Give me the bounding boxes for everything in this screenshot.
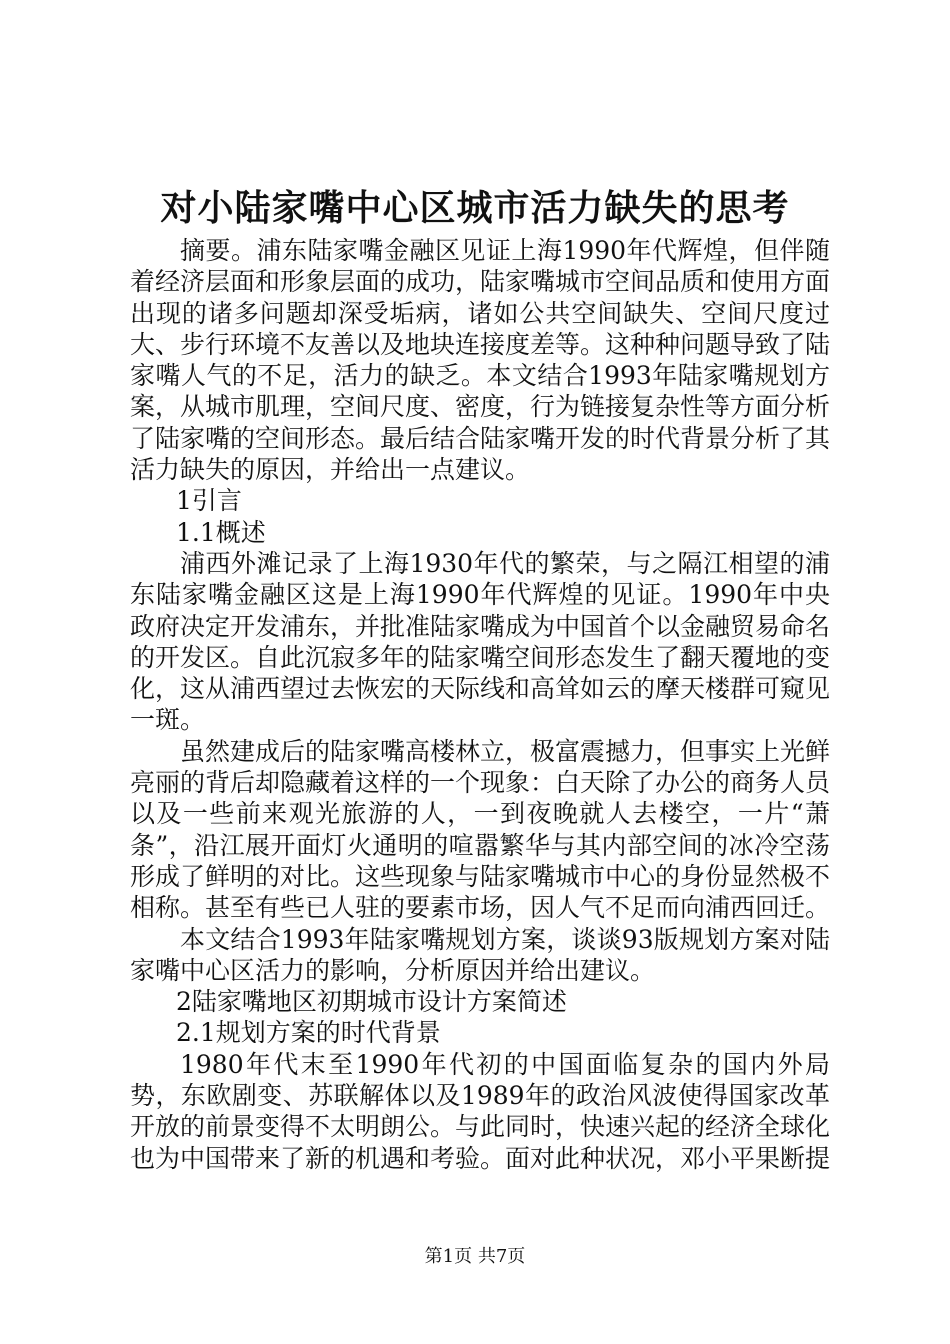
body-paragraph: 虽然建成后的陆家嘴高楼林立，极富震撼力，但事实上光鲜亮丽的背后却隐藏着这样的一个现象：白天除了办公的商务人员以及一些前来观光旅游的人，一到夜晚就人去楼空，一片“萧条”，沿江展开面灯火通明的喧嚣繁华与其内部空间的冰冷空荡形成了鲜明的对比。这些现象与陆家嘴城市中心的身份显然极不相称。甚至有些已人驻的要素市场，因人气不足而向浦西回迁。 bbox=[130, 736, 831, 923]
page-footer: 第1页 共7页 bbox=[424, 1246, 526, 1267]
document-title: 对小陆家嘴中心区城市活力缺失的思考 bbox=[160, 187, 790, 229]
body-paragraph: 1980年代末至1990年代初的中国面临复杂的国内外局势，东欧剧变、苏联解体以及1989年的政治风波使得国家改革开放的前景变得不太明朗公。与此同时，快速兴起的经济全球化也为中国带来了新的机遇和考验。面对此种状况，邓小平果断提 bbox=[130, 1049, 831, 1173]
document-body bbox=[130, 235, 830, 1174]
section-1-1-heading: 1.1概述 bbox=[176, 517, 266, 547]
section-2-heading: 2陆家嘴地区初期城市设计方案简述 bbox=[176, 987, 567, 1017]
section-2-1-heading: 2.1规划方案的时代背景 bbox=[176, 1018, 441, 1048]
body-paragraph: 浦西外滩记录了上海1930年代的繁荣，与之隔江相望的浦东陆家嘴金融区这是上海1990年代辉煌的见证。1990年中央政府决定开发浦东，并批准陆家嘴成为中国首个以金融贸易命名的开发区。自此沉寂多年的陆家嘴空间形态发生了翻天覆地的变化，这从浦西望过去恢宏的天际线和高耸如云的摩天楼群可窥见一斑。 bbox=[130, 548, 831, 735]
body-paragraph: 本文结合1993年陆家嘴规划方案，谈谈93版规划方案对陆家嘴中心区活力的影响，分析原因并给出建议。 bbox=[130, 924, 830, 985]
abstract-paragraph: 摘要。浦东陆家嘴金融区见证上海1990年代辉煌，但伴随着经济层面和形象层面的成功，陆家嘴城市空间品质和使用方面出现的诸多问题却深受垢病，诸如公共空间缺失、空间尺度过大、步行环境不友善以及地块连接度差等。这种种问题导致了陆家嘴人气的不足，活力的缺乏。本文结合1993年陆家嘴规划方案，从城市肌理，空间尺度、密度，行为链接复杂性等方面分析了陆家嘴的空间形态。最后结合陆家嘴开发的时代背景分析了其活力缺失的原因，并给出一点建议。 bbox=[130, 236, 831, 485]
section-1-heading: 1引言 bbox=[176, 486, 242, 516]
